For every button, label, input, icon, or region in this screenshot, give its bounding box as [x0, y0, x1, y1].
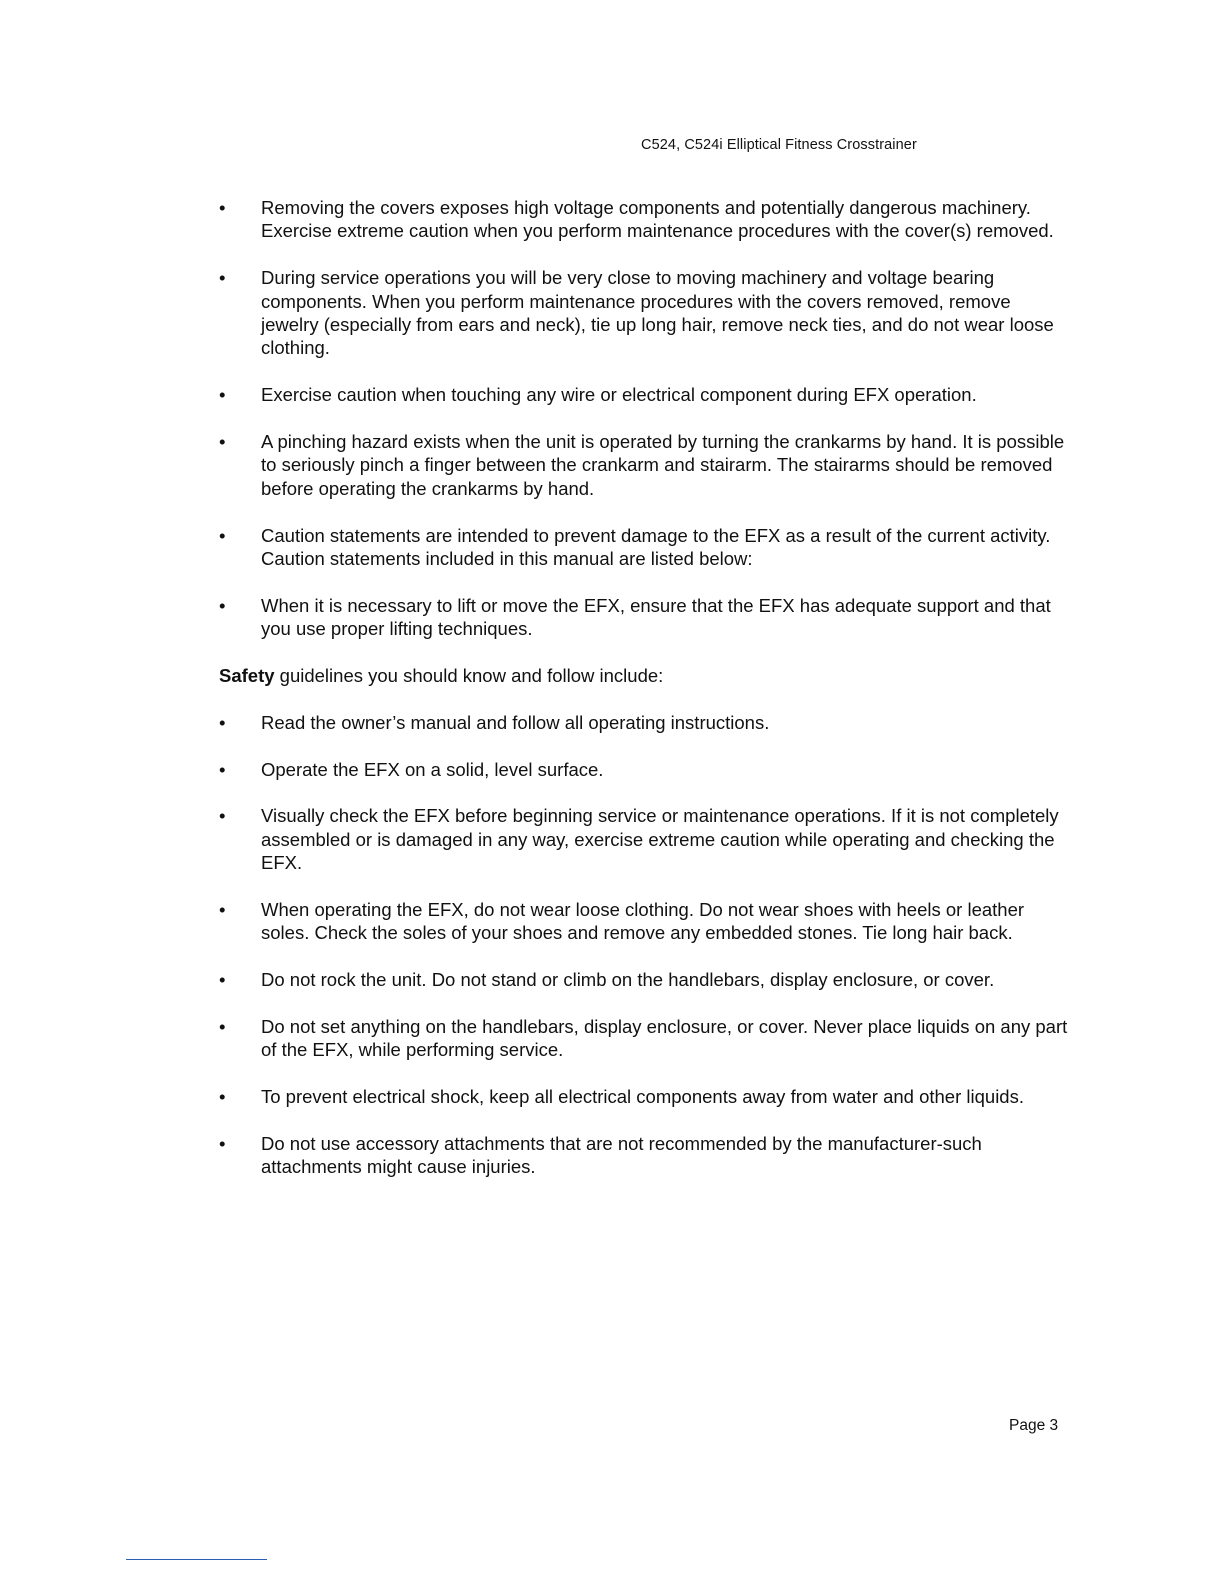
warning-text: During service operations you will be very close to moving machinery and voltage bearing components. When you perform maintenance procedures with the covers removed, remove jewelry (especially from ears and neck), tie up long hair, remove neck ties, and do not wear loose clothing.	[261, 267, 1054, 359]
guideline-text: To prevent electrical shock, keep all electrical components away from water and other liquids.	[261, 1086, 1024, 1108]
warning-text: Exercise caution when touching any wire or electrical component during EFX operation.	[261, 384, 977, 406]
guideline-item	[219, 758, 1069, 781]
guideline-item	[219, 804, 1069, 874]
page-body	[219, 196, 1069, 1179]
bullet-icon: •	[219, 1133, 226, 1155]
bullet-icon: •	[219, 431, 226, 453]
bullet-icon: •	[219, 758, 226, 780]
warning-text: Removing the covers exposes high voltage components and potentially dangerous machinery. Exercise extreme caution when you perform maintenance procedures with the cover(s) removed.	[261, 197, 1054, 242]
bullet-icon: •	[219, 1016, 226, 1038]
guideline-item	[219, 1132, 1069, 1179]
running-header: C524, C524i Elliptical Fitness Crosstrainer	[641, 137, 917, 153]
guideline-text: Do not set anything on the handlebars, display enclosure, or cover. Never place liquids on any part of the EFX, while performing service.	[261, 1016, 1068, 1061]
bullet-icon: •	[219, 899, 226, 921]
bullet-icon: •	[219, 1086, 226, 1108]
bullet-icon: •	[219, 267, 226, 289]
bullet-icon: •	[219, 969, 226, 991]
warning-text: A pinching hazard exists when the unit is operated by turning the crankarms by hand. It is possible to seriously pinch a finger between the crankarm and stairarm. The stairarms should be removed before operating the crankarms by hand.	[261, 431, 1065, 499]
bullet-icon: •	[219, 594, 226, 616]
safety-intro-lead: Safety	[219, 665, 275, 687]
page-number: Page 3	[1009, 1417, 1059, 1434]
guideline-text: Do not rock the unit. Do not stand or climb on the handlebars, display enclosure, or cover.	[261, 969, 995, 991]
warning-item	[219, 430, 1069, 500]
guideline-text: Do not use accessory attachments that are not recommended by the manufacturer-such attachments might cause injuries.	[261, 1133, 982, 1178]
bullet-icon: •	[219, 197, 226, 218]
warning-text: When it is necessary to lift or move the EFX, ensure that the EFX has adequate support and that you use proper lifting techniques.	[261, 594, 1051, 640]
guideline-item	[219, 1085, 1069, 1108]
footnote-divider	[126, 1559, 267, 1560]
guideline-item	[219, 898, 1069, 945]
guideline-item	[219, 968, 1069, 991]
guideline-text: When operating the EFX, do not wear loose clothing. Do not wear shoes with heels or leather soles. Check the soles of your shoes and remove any embedded stones. Tie long hair back.	[261, 899, 1025, 944]
safety-intro-text: guidelines you should know and follow include:	[274, 665, 664, 687]
bullet-icon: •	[219, 384, 226, 406]
guideline-item	[219, 711, 1069, 734]
warning-text: Caution statements are intended to prevent damage to the EFX as a result of the current activity. Caution statements included in this manual are listed below:	[261, 524, 1051, 570]
guideline-text: Visually check the EFX before beginning service or maintenance operations. If it is not completely assembled or is damaged in any way, exercise extreme caution while operating and checking the EFX.	[261, 805, 1059, 874]
bullet-icon: •	[219, 711, 226, 733]
warning-item	[219, 524, 1069, 571]
warning-item	[219, 383, 1069, 406]
warning-item	[219, 196, 1069, 243]
guideline-text: Operate the EFX on a solid, level surface.	[261, 758, 604, 780]
warning-item	[219, 266, 1069, 360]
warning-item	[219, 594, 1069, 641]
bullet-icon: •	[219, 805, 226, 827]
safety-intro	[219, 664, 1069, 687]
guideline-item	[219, 1015, 1069, 1062]
guideline-text: Read the owner’s manual and follow all operating instructions.	[261, 711, 770, 733]
bullet-icon: •	[219, 524, 226, 546]
